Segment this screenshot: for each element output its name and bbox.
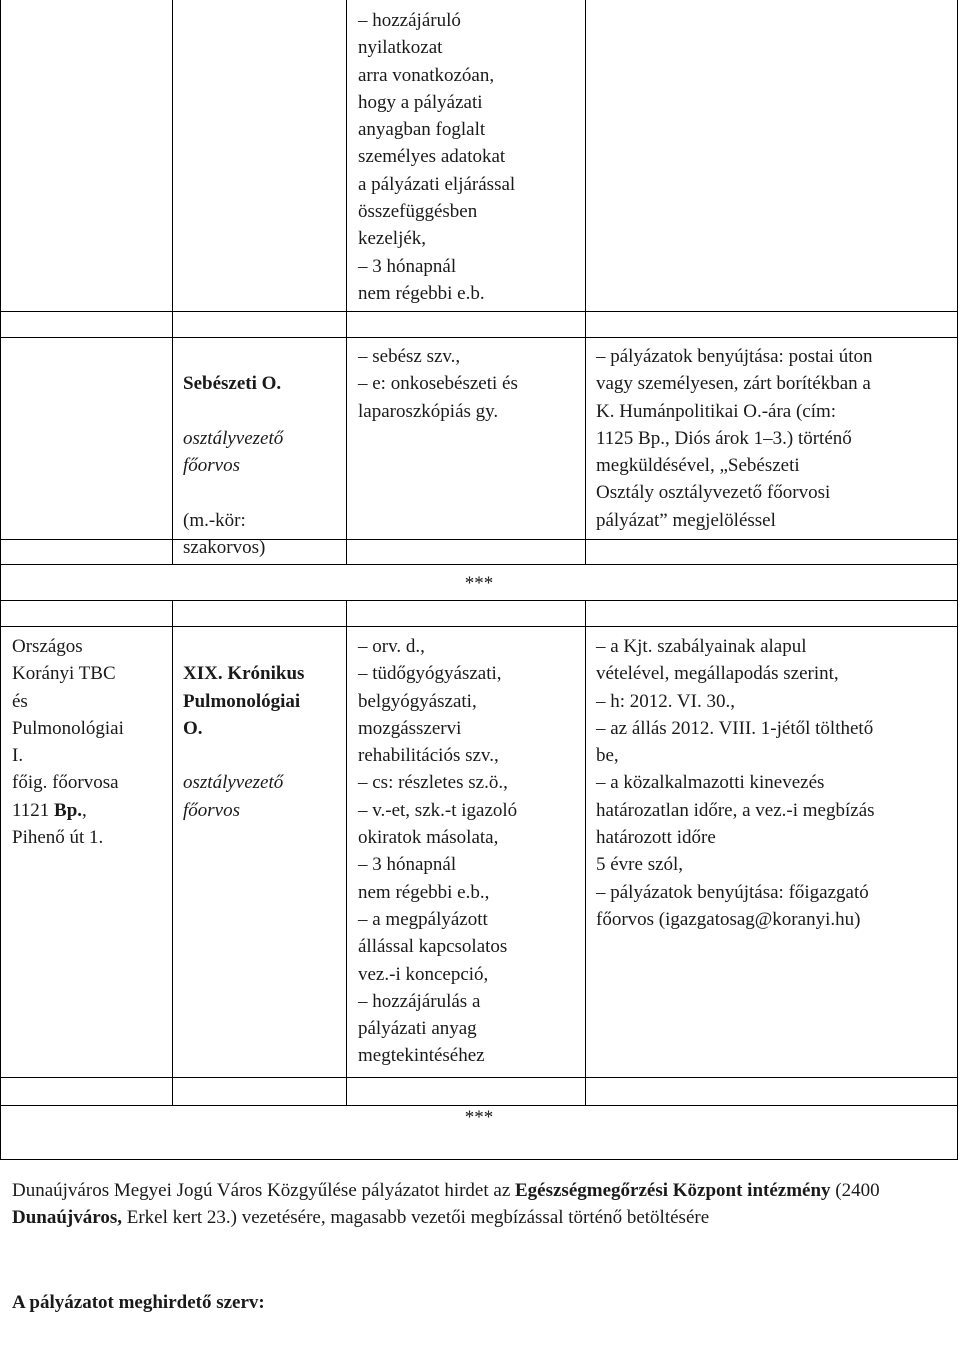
unit-name: Sebészeti O. — [183, 373, 282, 395]
table-border — [0, 311, 958, 312]
footer-heading: A pályázatot meghirdető szerv: — [12, 1292, 265, 1313]
position-note: (m.-kör: szakorvos) — [183, 509, 266, 559]
table-border — [0, 337, 958, 338]
city-name: Dunaújváros, — [12, 1207, 122, 1229]
row2-unit-cell — [183, 343, 343, 589]
row3-requirements: – orv. d., – tüdőgyógyászati, belgyógyászati, mozgásszervi rehabilitációs szv., – cs: részletes sz.ö., – v.-et, szk.-t igazoló okiratok másolata, – 3 hónapnál nem régebbi e.b., – a megpályázott állással kapcsolatos vez.-i koncepció, – hozzájárulás a pályázati anyag megtekintéséhez — [358, 636, 518, 1067]
table-border — [346, 0, 347, 564]
institution-address: , Pihenő út 1. — [12, 799, 104, 849]
table-border — [585, 600, 586, 1105]
announcement-text: (2400 — [830, 1180, 880, 1201]
position-title: osztályvezető főorvos — [183, 427, 284, 477]
institution-text: Országos Korányi TBC és Pulmonológiai I. főig. főorvosa 1121 — [12, 636, 124, 821]
table-border — [346, 600, 347, 1105]
table-border — [585, 0, 586, 564]
announcement-text: Erkel kert 23.) vezetésére, magasabb vezetői megbízással történő betöltésére — [121, 1207, 710, 1229]
row3-institution — [12, 633, 172, 851]
table-border — [0, 626, 958, 627]
row1-requirements: – hozzájáruló nyilatkozat arra vonatkozóan, hogy a pályázati anyagban foglalt személyes adatokat a pályázati eljárással összefüggésben kezeljék, – 3 hónapnál nem régebbi e.b. — [358, 10, 516, 304]
table-border — [172, 600, 173, 1105]
announcement-text: Dunaújváros Megyei Jogú Város Közgyűlése pályázatot hirdet az — [12, 1180, 515, 1201]
row2-notes: – pályázatok benyújtása: postai úton vagy személyesen, zárt borítékban a K. Humánpolitikai O.-ára (cím: 1125 Bp., Diós árok 1–3.) történő megküldésével, „Sebészeti Osztály osztályvezető főorvosi pályázat” megjelöléssel — [596, 346, 873, 531]
separator: *** — [464, 1107, 494, 1128]
announcement-paragraph — [12, 1177, 942, 1232]
row2-requirements: – sebész szv., – e: onkosebészeti és laparoszkópiás gy. — [358, 346, 518, 422]
table-border — [0, 539, 958, 540]
row3-unit-cell — [183, 633, 343, 851]
unit-name: XIX. Krónikus Pulmonológiai O. — [183, 663, 305, 739]
institution-name: Egészségmegőrzési Központ intézmény — [515, 1180, 831, 1201]
table-border — [0, 1159, 958, 1160]
table-border — [0, 600, 958, 601]
table-border — [172, 0, 173, 564]
institution-city: Bp. — [54, 799, 83, 821]
separator: *** — [464, 573, 494, 594]
row3-notes: – a Kjt. szabályainak alapul vételével, megállapodás szerint, – h: 2012. VI. 30., – az állás 2012. VIII. 1-jétől tölthető be, – a közalkalmazotti kinevezés határozatlan időre, a vez.-i megbízás határozott időre 5 évre szól, – pályázatok benyújtása: főigazgató főorvos (igazgatosag@koranyi.hu) — [596, 636, 875, 930]
table-border — [0, 564, 958, 565]
position-title: osztályvezető főorvos — [183, 772, 284, 821]
table-border — [0, 1077, 958, 1078]
